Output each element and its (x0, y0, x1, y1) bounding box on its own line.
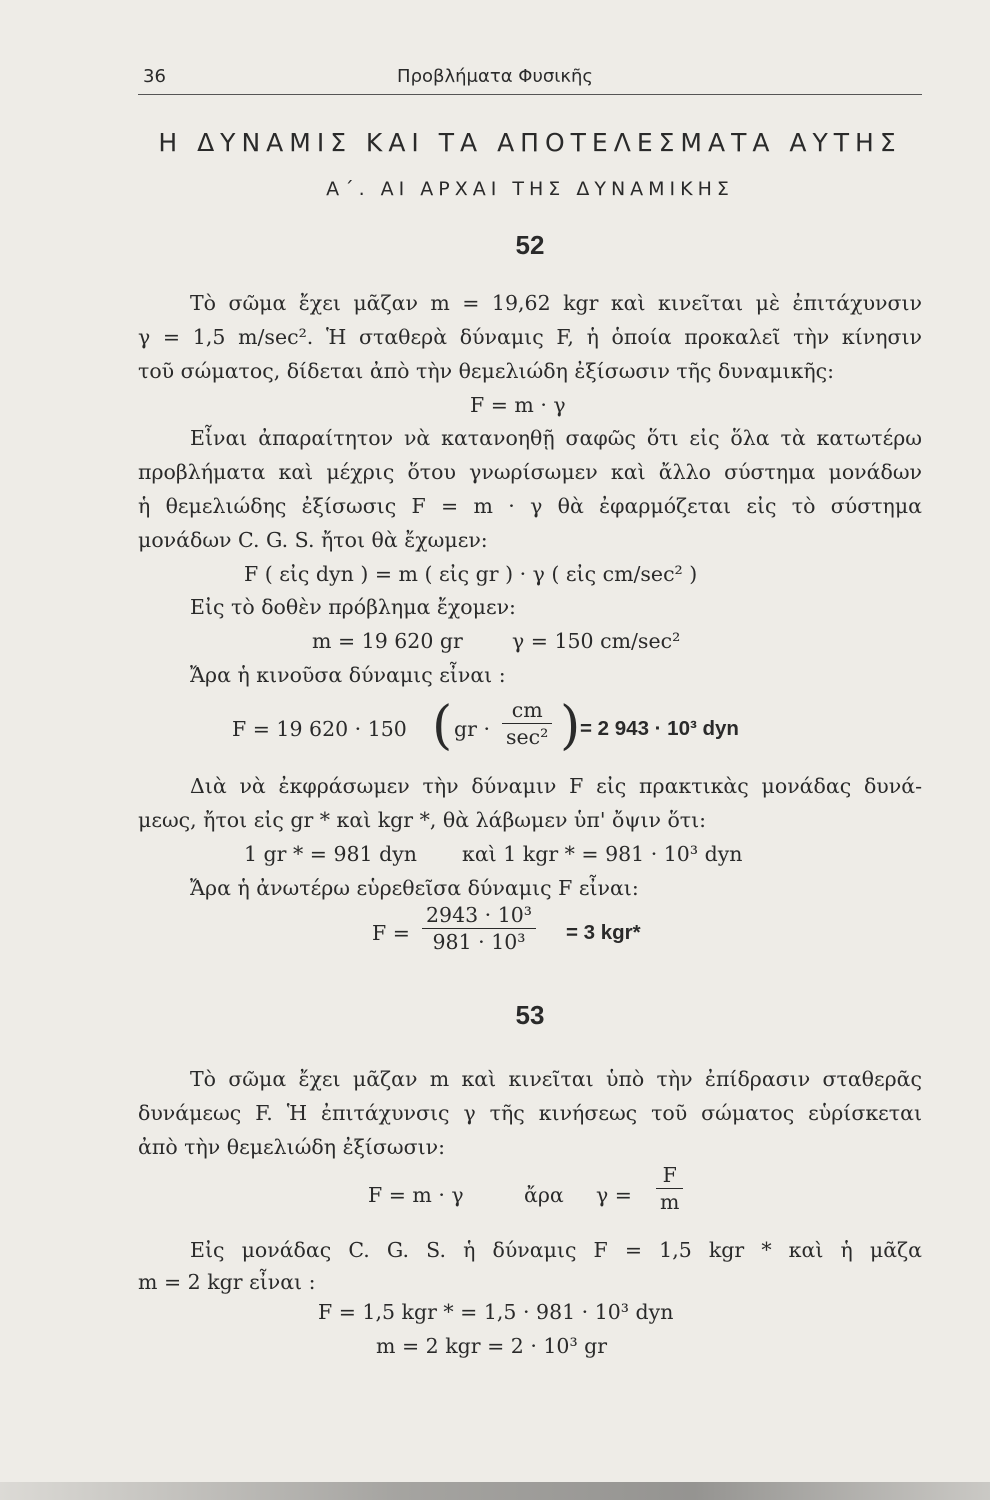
p53-line-4: Εἰς μονάδας C. G. S. ἡ δύναμις F = 1,5 kgr * καὶ ἡ μᾶζα (190, 1238, 922, 1262)
page-number: 36 (143, 66, 166, 87)
p52-equation-3b: γ = 150 cm/sec² (512, 629, 681, 653)
p52-line-11: μεως, ἤτοι εἰς gr * καὶ kgr *, θὰ λάβωμεν ὑπ' ὄψιν ὅτι: (138, 808, 707, 832)
p53-line-1: Τὸ σῶμα ἔχει μᾶζαν m καὶ κινεῖται ὑπὸ τὴν ἐπίδρασιν σταθερᾶς (190, 1067, 922, 1091)
p52-line-4: Εἶναι ἀπαραίτητον νὰ κατανοηθῇ σαφῶς ὅτι εἰς ὅλα τὰ κατωτέρω (190, 426, 922, 450)
p52-line-12: Ἄρα ἡ ἀνωτέρω εὑρεθεῖσα δύναμις F εἶναι: (190, 876, 639, 900)
p53-equation-1b: ἄρα (524, 1183, 564, 1207)
problem-53-number: 53 (515, 1000, 545, 1030)
p52-equation-3a: m = 19 620 gr (312, 629, 463, 653)
p52-line-9: Ἄρα ἡ κινοῦσα δύναμις εἶναι : (190, 663, 506, 687)
problem-52-number: 52 (515, 230, 545, 260)
p52-equation-5a: 1 gr * = 981 dyn (244, 842, 418, 866)
p52-eq6-fraction (422, 902, 536, 955)
p53-eq1-fraction (656, 1162, 683, 1215)
close-paren: ) (560, 696, 581, 756)
p53-equation-2: F = 1,5 kgr * = 1,5 · 981 · 10³ dyn (318, 1300, 674, 1324)
p53-equation-1a: F = m · γ (368, 1183, 464, 1207)
section-title: Α΄. ΑΙ ΑΡΧΑΙ ΤΗΣ ΔΥΝΑΜΙΚΗΣ (326, 178, 734, 200)
p52-eq4-numerator: cm (511, 698, 543, 722)
p52-eq4-left: F = 19 620 · 150 (232, 717, 407, 741)
p52-eq6-result: = 3 kgr* (566, 921, 641, 944)
open-paren: ( (432, 696, 453, 756)
p52-line-7: μονάδων C. G. S. ἤτοι θὰ ἔχωμεν: (138, 528, 488, 552)
p52-line-1: Τὸ σῶμα ἔχει μᾶζαν m = 19,62 kgr καὶ κινεῖται μὲ ἐπιτάχυνσιν (190, 291, 922, 315)
p52-line-3: τοῦ σώματος, δίδεται ἀπὸ τὴν θεμελιώδη ἐξίσωσιν τῆς δυναμικῆς: (138, 359, 835, 383)
p53-eq1-numerator: F (662, 1163, 677, 1187)
p53-line-5: m = 2 kgr εἶναι : (138, 1270, 316, 1294)
scan-edge-smudge (0, 1482, 990, 1500)
p53-equation-1c: γ = (596, 1183, 632, 1207)
p53-line-2: δυνάμεως F. Ἡ ἐπιτάχυνσις γ τῆς κινήσεως τοῦ σώματος εὑρίσκεται (138, 1101, 922, 1125)
p52-eq6-denominator: 981 · 10³ (422, 928, 536, 955)
p53-eq1-denominator: m (656, 1188, 683, 1215)
p52-eq4-result: = 2 943 · 10³ dyn (580, 717, 739, 740)
p52-line-2: γ = 1,5 m/sec². Ἡ σταθερὰ δύναμις F, ἡ ὁποία προκαλεῖ τὴν κίνησιν (138, 325, 922, 349)
p52-equation-2: F ( εἰς dyn ) = m ( εἰς gr ) · γ ( εἰς cm/sec² ) (244, 562, 698, 586)
p52-line-8: Εἰς τὸ δοθὲν πρόβλημα ἔχομεν: (190, 595, 516, 619)
p52-line-6: ἡ θεμελιώδης ἐξίσωσις F = m · γ θὰ ἐφαρμόζεται εἰς τὸ σύστημα (138, 494, 922, 518)
p52-line-10: Διὰ νὰ ἐκφράσωμεν τὴν δύναμιν F εἰς πρακτικὰς μονάδας δυνά- (190, 774, 922, 798)
p52-equation-5b: καὶ 1 kgr * = 981 · 10³ dyn (462, 842, 743, 866)
p52-eq6-left: F = (372, 921, 410, 945)
p52-eq6-numerator: 2943 · 10³ (426, 903, 533, 927)
header-rule (138, 94, 922, 95)
p52-equation-1: F = m · γ (470, 393, 566, 417)
p52-line-5: προβλήματα καὶ μέχρις ὅτου γνωρίσωμεν καὶ ἄλλο σύστημα μονάδων (138, 460, 922, 484)
running-title: Προβλήματα Φυσικῆς (397, 66, 593, 87)
p52-eq4-fraction (502, 697, 552, 750)
p53-equation-3: m = 2 kgr = 2 · 10³ gr (376, 1334, 608, 1358)
p52-eq4-unit: gr · (454, 717, 490, 741)
p53-line-3: ἀπὸ τὴν θεμελιώδη ἐξίσωσιν: (138, 1135, 446, 1159)
p52-eq4-denominator: sec² (502, 723, 552, 750)
chapter-title: Η ΔΥΝΑΜΙΣ ΚΑΙ ΤΑ ΑΠΟΤΕΛΕΣΜΑΤΑ ΑΥΤΗΣ (158, 128, 902, 157)
